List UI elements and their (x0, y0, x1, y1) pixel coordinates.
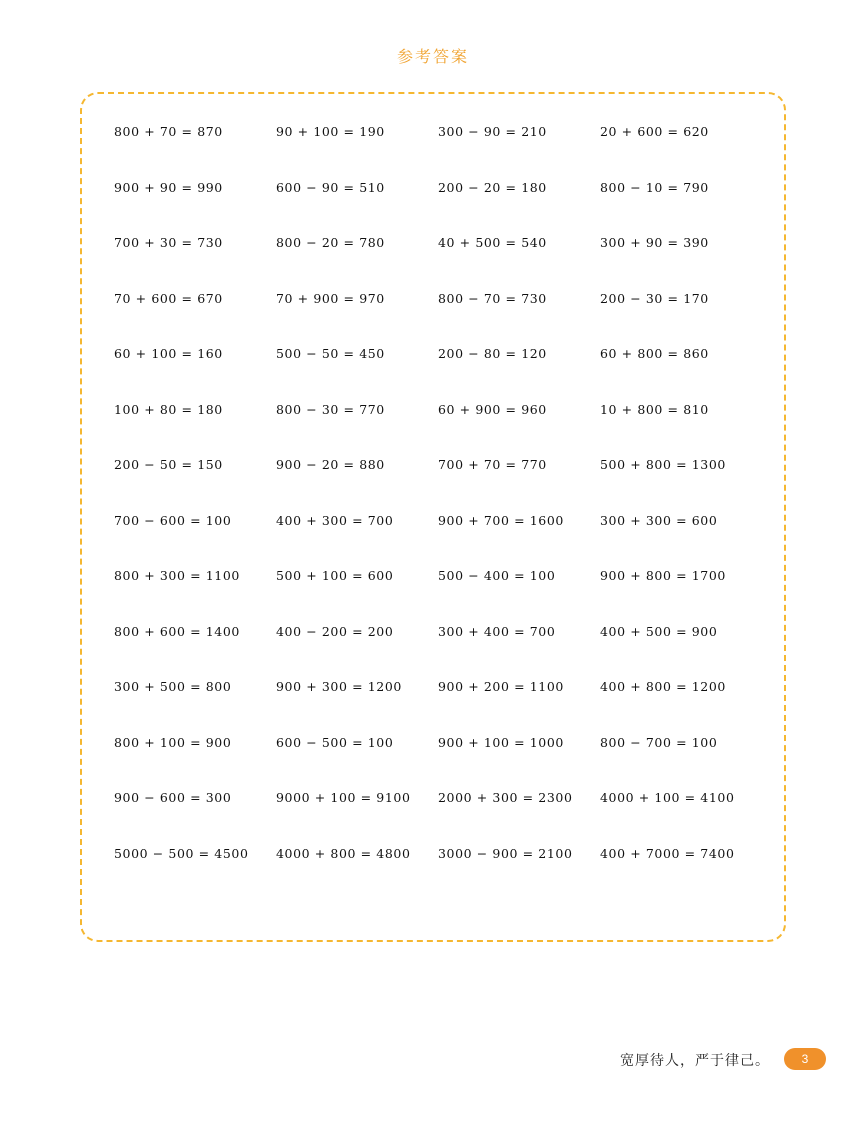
answer-item: 200 − 20 = 180 (438, 179, 547, 195)
answer-item: 4000 + 800 = 4800 (276, 845, 411, 861)
answer-item: 500 + 100 = 600 (276, 568, 394, 583)
answer-item: 900 + 700 = 1600 (438, 512, 564, 528)
answer-item: 900 + 90 = 990 (114, 179, 223, 195)
answer-item: 500 + 800 = 1300 (600, 457, 726, 472)
answer-item: 200 − 80 = 120 (438, 346, 547, 361)
answer-item: 10 + 800 = 810 (600, 401, 709, 417)
answer-item: 600 − 500 = 100 (276, 734, 394, 750)
answer-item: 5000 − 500 = 4500 (114, 845, 249, 861)
answer-item: 9000 + 100 = 9100 (276, 790, 411, 805)
answer-item: 60 + 100 = 160 (114, 346, 223, 361)
page-footer (0, 1048, 866, 1074)
answer-item: 900 + 800 = 1700 (600, 568, 726, 583)
answer-item: 300 + 90 = 390 (600, 235, 709, 250)
answer-item: 800 − 20 = 780 (276, 235, 385, 250)
answer-item: 400 + 7000 = 7400 (600, 845, 735, 861)
answer-key-box (80, 92, 786, 942)
answer-item: 900 + 100 = 1000 (438, 734, 564, 750)
answer-item: 3000 − 900 = 2100 (438, 845, 573, 861)
answer-item: 800 − 10 = 790 (600, 179, 709, 195)
answer-item: 900 + 300 = 1200 (276, 679, 402, 694)
answer-item: 400 − 200 = 200 (276, 623, 394, 639)
answer-item: 900 + 200 = 1100 (438, 679, 564, 694)
answer-item: 900 − 600 = 300 (114, 790, 232, 805)
answer-item: 60 + 900 = 960 (438, 401, 547, 417)
answer-item: 200 − 50 = 150 (114, 457, 223, 472)
answer-item: 100 + 80 = 180 (114, 401, 223, 417)
answer-item: 300 + 300 = 600 (600, 512, 718, 528)
answer-item: 800 + 300 = 1100 (114, 568, 240, 583)
answer-item: 800 + 600 = 1400 (114, 623, 240, 639)
answer-item: 70 + 900 = 970 (276, 290, 385, 306)
answer-item: 800 + 100 = 900 (114, 734, 232, 750)
answer-item: 800 − 30 = 770 (276, 401, 385, 417)
answer-item: 2000 + 300 = 2300 (438, 790, 573, 805)
answer-item: 400 + 300 = 700 (276, 512, 394, 528)
answer-item: 70 + 600 = 670 (114, 290, 223, 306)
answer-item: 200 − 30 = 170 (600, 290, 709, 306)
answer-item: 300 + 400 = 700 (438, 623, 556, 639)
page-title: 参考答案 (396, 49, 469, 66)
answer-item: 700 + 30 = 730 (114, 235, 223, 250)
answer-item: 700 − 600 = 100 (114, 512, 232, 528)
answer-item: 800 − 70 = 730 (438, 290, 547, 306)
answer-item: 800 + 70 = 870 (114, 124, 223, 139)
page-number-badge: 3 (784, 1048, 826, 1070)
answer-item: 300 − 90 = 210 (438, 124, 547, 139)
answer-item: 500 − 50 = 450 (276, 346, 385, 361)
answer-item: 60 + 800 = 860 (600, 346, 709, 361)
footer-motto: 宽厚待人，严于律己。 (620, 1052, 770, 1068)
answer-item: 4000 + 100 = 4100 (600, 790, 735, 805)
answer-item: 90 + 100 = 190 (276, 124, 385, 139)
answer-item: 400 + 500 = 900 (600, 623, 718, 639)
answer-item: 400 + 800 = 1200 (600, 679, 726, 694)
answer-item: 700 + 70 = 770 (438, 457, 547, 472)
answer-item: 900 − 20 = 880 (276, 457, 385, 472)
answer-item: 600 − 90 = 510 (276, 179, 385, 195)
answer-item: 300 + 500 = 800 (114, 679, 232, 694)
answer-item: 800 − 700 = 100 (600, 734, 718, 750)
answers-grid (114, 104, 762, 881)
answer-item: 20 + 600 = 620 (600, 124, 709, 139)
answer-item: 40 + 500 = 540 (438, 235, 547, 250)
answer-item: 500 − 400 = 100 (438, 568, 556, 583)
